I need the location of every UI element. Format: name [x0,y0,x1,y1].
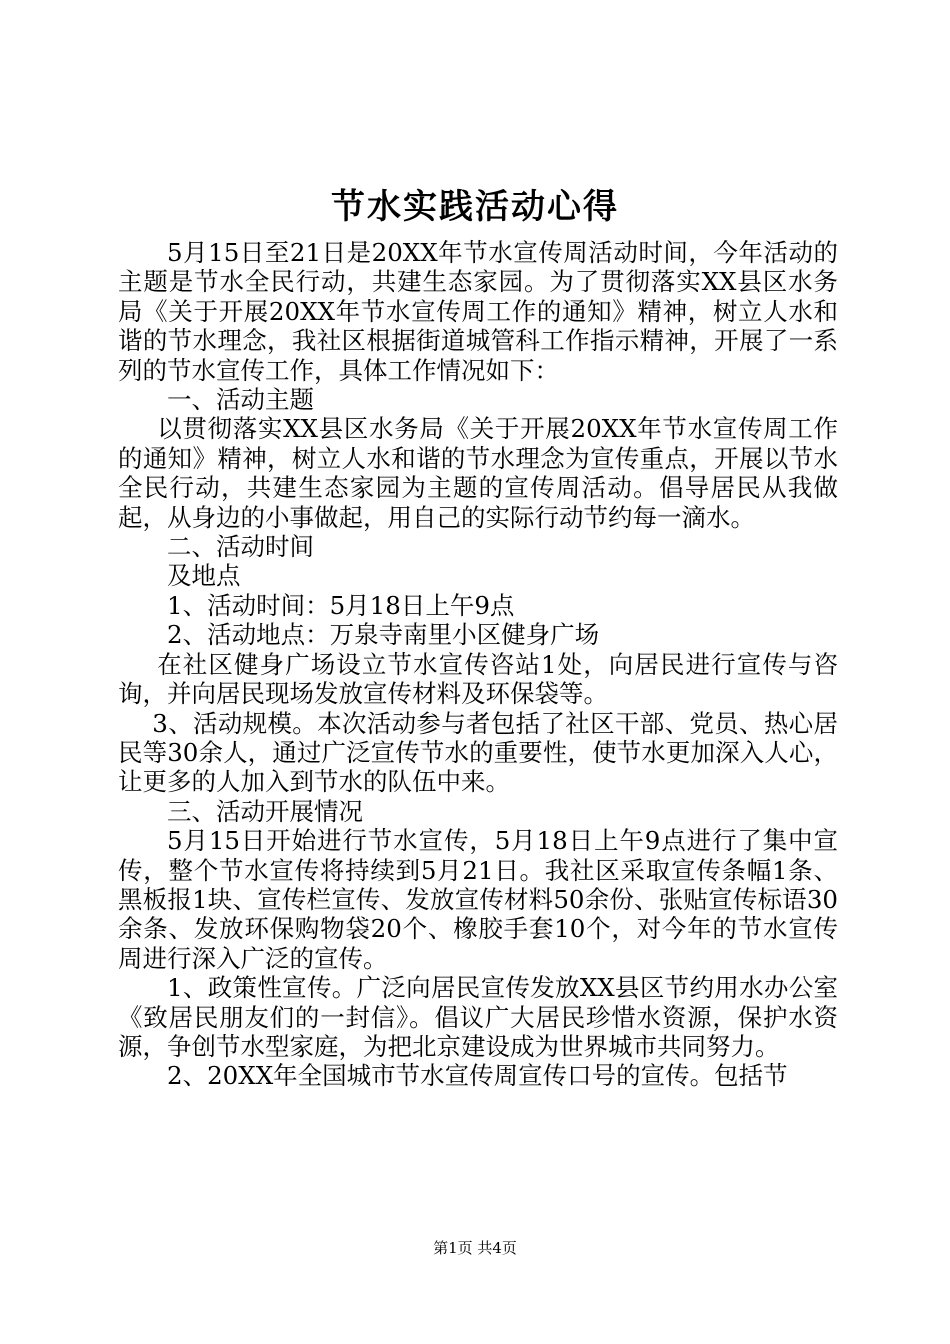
document-title: 节水实践活动心得 [331,187,619,227]
paragraph-slogan: 2、20XX年全国城市节水宣传周宣传口号的宣传。包括节 [167,1061,788,1091]
page-number-footer: 第1页 共4页 [433,1239,517,1257]
document-body [118,238,838,1091]
list-item-time: 1、活动时间：5月18日上午9点 [167,590,515,620]
paragraph-theme: 以贯彻落实XX县区水务局《关于开展20XX年节水宣传周工作的通知》精神，树立人水和谐的节水理念为宣传重点，开展以节水全民行动，共建生态家园为主题的宣传周活动。倡导居民从我做起，从身边的小事做起，用自己的实际行动节约每一滴水。 [118,414,838,532]
paragraph-policy: 1、政策性宣传。广泛向居民宣传发放XX县区节约用水办公室《致居民朋友们的一封信》。倡议广大居民珍惜水资源，保护水资源，争创节水型家庭，为把北京建设成为世界城市共同努力。 [118,973,838,1061]
section-heading-progress: 三、活动开展情况 [167,796,363,826]
section-heading-location: 及地点 [167,561,241,591]
section-heading-time: 二、活动时间 [167,532,314,562]
paragraph-progress: 5月15日开始进行节水宣传，5月18日上午9点进行了集中宣传，整个节水宣传将持续到5月21日。我社区采取宣传条幅1条、黑板报1块、宣传栏宣传、发放宣传材料50余份、张贴宣传标语30余条、发放环保购物袋20个、橡胶手套10个，对今年的节水宣传周进行深入广泛的宣传。 [118,826,838,973]
paragraph-intro: 5月15日至21日是20XX年节水宣传周活动时间，今年活动的主题是节水全民行动，共建生态家园。为了贯彻落实XX县区水务局《关于开展20XX年节水宣传周工作的通知》精神，树立人水和谐的节水理念，我社区根据街道城管科工作指示精神，开展了一系列的节水宣传工作，具体工作情况如下： [118,238,838,385]
section-heading-theme: 一、活动主题 [167,385,314,415]
list-item-location: 2、活动地点：万泉寺南里小区健身广场 [167,620,600,650]
paragraph-scale: 3、活动规模。本次活动参与者包括了社区干部、党员、热心居民等30余人，通过广泛宣传节水的重要性，使节水更加深入人心，让更多的人加入到节水的队伍中来。 [118,708,838,797]
paragraph-consult-station: 在社区健身广场设立节水宣传咨站1处，向居民进行宣传与咨询，并向居民现场发放宣传材料及环保袋等。 [118,649,838,709]
